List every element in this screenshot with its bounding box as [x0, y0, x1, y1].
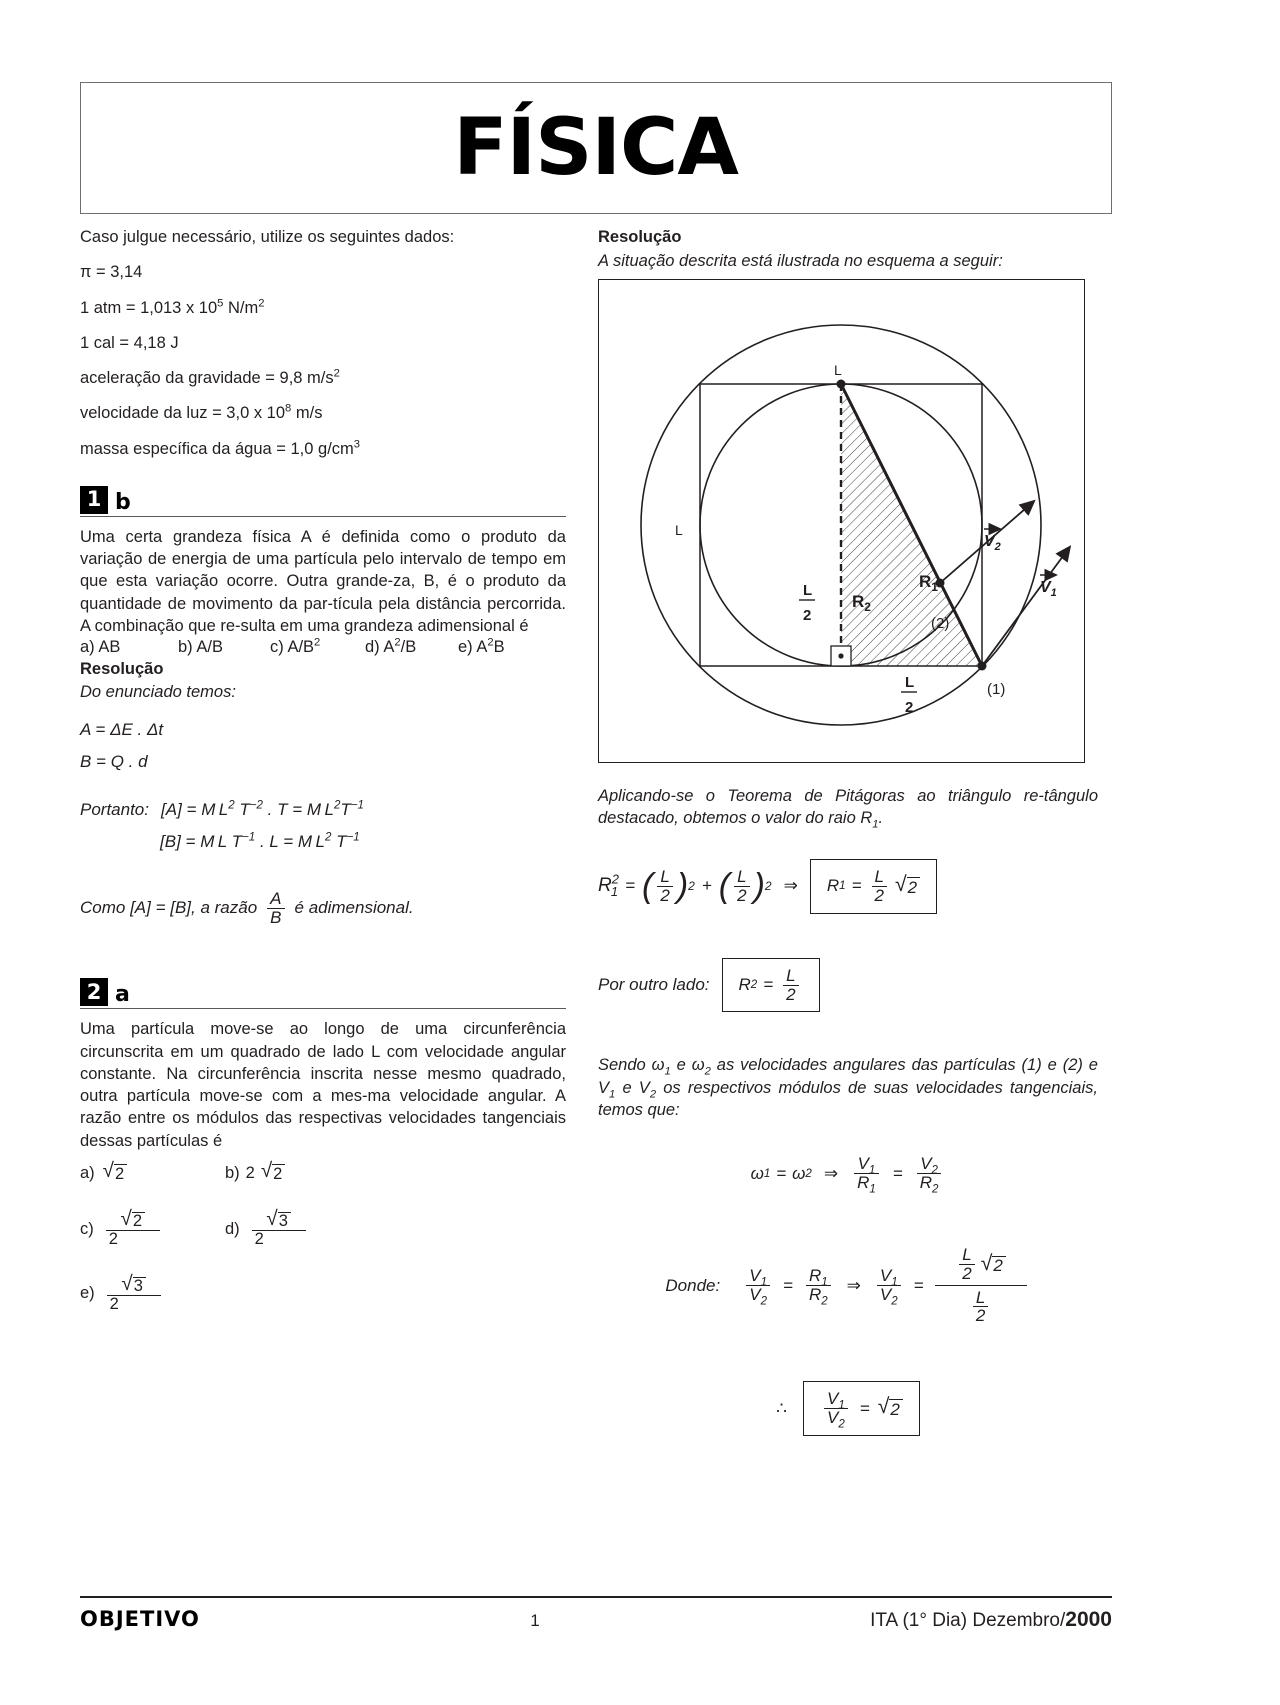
q2-eq1-boxed-sqrt: √ 2	[895, 875, 920, 898]
page-title: FÍSICA	[453, 103, 739, 193]
q1-alt-c-exp: 2	[314, 636, 321, 649]
q2-omega-t2: e ω	[670, 1056, 705, 1075]
constant-gravity	[80, 367, 566, 389]
q2-eq5-therefore: ∴	[776, 1398, 787, 1418]
q2-alt-e-num: √ 3	[118, 1275, 149, 1295]
label-half-bottom	[901, 674, 917, 716]
footer-source	[870, 1608, 1112, 1632]
q2-eq5-equals: =	[859, 1398, 870, 1418]
q2-eq3-frac2-num: $V_2$	[920, 1154, 938, 1177]
geometry-figure	[598, 279, 1085, 763]
q2-alt-b-radicand: 2	[272, 1164, 285, 1184]
q2-eq3-frac1-num: $V_1$	[857, 1154, 876, 1177]
q2-alt-c-den: 2	[106, 1230, 160, 1248]
constants-intro: Caso julgue necessário, utilize os seguintes dados:	[80, 228, 455, 246]
q1-alt-d-exp: 2	[394, 636, 401, 649]
svg-text:2: 2	[905, 698, 914, 716]
q2-alt-e-fraction	[107, 1271, 161, 1314]
constant-cal	[80, 332, 566, 354]
constant-light-speed-exp: 8	[285, 402, 292, 415]
q1-alt-d-value: A	[383, 638, 395, 657]
constant-light-speed-text: velocidade da luz = 3,0 x 10	[80, 404, 286, 423]
label-side-left: L	[675, 521, 683, 538]
q2-eq4-arrow: ⇒	[846, 1275, 861, 1295]
q2-eq2-boxed: R 2 = $\frac{L}{2}$	[722, 958, 820, 1013]
q1-alt-a-label: a)	[80, 638, 95, 657]
q2-alt-d-num: √ 3	[263, 1210, 294, 1230]
q1-alt-a	[80, 638, 178, 657]
q2-pitagoras-body: Aplicando-se o Teorema de Pitágoras ao triângulo re-tângulo destacado, obtemos o valor do raio R	[598, 786, 1098, 827]
left-column	[80, 226, 566, 1436]
q1-conclusion-den: B	[267, 908, 284, 927]
q1-eq-dimA: [A] = M $L^2$ $T^{-2}$ . T = M $L^2T^{-1}$	[161, 799, 364, 819]
q2-alt-c-radicand: 2	[132, 1212, 145, 1230]
q2-eq1-boxed-den: 2	[872, 886, 887, 905]
svg-text:L: L	[905, 673, 915, 691]
q2-eq4-frac3: $\frac{V_1}{V_2}$	[877, 1267, 901, 1304]
footer-source-year: 2000	[1065, 1608, 1112, 1631]
q2-eq5-radicand: 2	[889, 1399, 902, 1420]
q2-alt-c	[80, 1207, 225, 1249]
q2-pitagoras-tail: .	[878, 808, 884, 827]
q2-eq2-num: L	[786, 965, 796, 985]
q2-eq1-lhs-sub: 1	[610, 884, 619, 900]
q2-eq5-sqrt: √ 2	[878, 1397, 903, 1420]
q2-omega-t1: Sendo ω	[598, 1056, 665, 1075]
q1-alt-d-label: d)	[365, 638, 380, 657]
q1-resolution-intro: Do enunciado temos:	[80, 683, 236, 702]
q2-eq3-frac1	[854, 1154, 879, 1196]
q2-eq2-sym: R	[738, 975, 751, 995]
q2-eq1-lhs-sym: R	[598, 875, 612, 897]
q2-eq1-boxed-result: R 1 = $\frac{L}{2}$ √ 2	[810, 859, 937, 914]
q2-eq1-term2-den: 2	[734, 886, 749, 905]
q2-eq1-boxed-fraction	[872, 868, 887, 905]
q1-alt-b-value: A/B	[196, 638, 223, 657]
q2-eq3-w1: ω	[750, 1163, 764, 1183]
q1-alt-c-value: A/B	[287, 638, 315, 657]
question-1-alternatives	[80, 638, 566, 657]
constant-pi-text: π = 3,14	[80, 263, 143, 282]
q2-eq3-frac1-den: $R_1$	[854, 1173, 879, 1192]
q2-eq3-w2: ω	[792, 1163, 806, 1183]
question-1-heading	[80, 486, 566, 514]
constant-atm-unit: N/m	[223, 298, 259, 317]
q2-eq1-term1	[657, 868, 672, 905]
constant-gravity-exp: 2	[333, 367, 340, 380]
footer-source-prefix: ITA (1° Dia) Dezembro/	[870, 1610, 1066, 1631]
constant-light-speed-unit: m/s	[291, 404, 323, 423]
svg-text:L: L	[803, 581, 813, 599]
q2-alt-a-radicand: 2	[114, 1164, 127, 1184]
q2-alt-b-coef: 2	[245, 1163, 255, 1182]
label-v1: $V_1$	[1040, 578, 1057, 599]
constant-water-density-exp: 3	[353, 438, 361, 451]
q2-eq5-fraction: $\frac{V_1}{V_2}$	[824, 1390, 848, 1427]
label-point-2: (2)	[931, 614, 950, 632]
q2-alt-e	[80, 1271, 165, 1314]
svg-text:2: 2	[803, 606, 812, 624]
constant-water-density-text: massa específica da água = 1,0 g/cm	[80, 439, 354, 458]
q2-eq4-bigfrac-num: $\frac{L}{2}$ √ 2	[952, 1246, 1009, 1285]
q2-eq2-fraction	[783, 967, 798, 1004]
q2-eq1-boxed-radicand: 2	[907, 877, 920, 898]
constant-atm-unit-exp: 2	[258, 297, 265, 310]
question-1-rule	[80, 516, 566, 517]
footer-row	[80, 1607, 1112, 1632]
q1-conclusion-fraction	[267, 890, 284, 927]
footer-brand: OBJETIVO	[80, 1607, 200, 1631]
two-column-body	[80, 226, 1112, 1436]
q2-eq4-frac2: $\frac{R_1}{R_2}$	[806, 1267, 831, 1304]
q2-eq4-frac1: $\frac{V_1}{V_2}$	[746, 1267, 770, 1304]
q2-resolution-intro: A situação descrita está ilustrada no esquema a seguir:	[598, 252, 1003, 271]
q2-eq1-term2	[734, 868, 749, 905]
q2-resolution-label: Resolução	[598, 228, 682, 246]
constant-atm	[80, 297, 566, 319]
q2-alt-d-label: d)	[225, 1219, 240, 1238]
title-banner	[80, 82, 1112, 214]
q2-eq-r2	[598, 958, 1098, 1013]
geometry-figure-svg	[599, 280, 1084, 762]
q1-conclusion-pre: Como [A] = [B], a razão	[80, 898, 258, 918]
q2-alt-e-den: 2	[107, 1295, 161, 1313]
q2-eq-final	[598, 1381, 1098, 1436]
question-2-number: 2	[80, 978, 108, 1006]
q2-eq1-term1-den: 2	[657, 886, 672, 905]
q2-eq1-lhs	[598, 872, 619, 900]
q2-eq4-eq2: =	[913, 1275, 924, 1295]
question-1-statement: Uma certa grandeza física A é definida como o produto da variação de energia de uma partícula pelo intervalo de tempo em que esta variação ocorre. Outra grande-za, B, é o produto da quantidade de movimento da par-tícula pela distância percorrida. A combinação que re-sulta em uma grandeza adimensional é	[80, 527, 566, 635]
q1-alt-e-tail: B	[493, 638, 505, 657]
page	[80, 0, 1112, 1705]
q1-alt-e-exp: 2	[487, 636, 494, 649]
q2-eq-pitagoras: $R^2_1$ = ( $\frac{L}{2}$ ) 2 + ( $\frac{L}{2}$ ) 2 ⇒ R 1 = $\frac{L}{2}$ √ 2	[598, 859, 1098, 914]
q2-alt-a	[80, 1159, 225, 1184]
q2-omega-t4: e V	[615, 1078, 650, 1097]
q2-eq4-bigfrac	[935, 1246, 1027, 1325]
question-1-answer: b	[115, 489, 131, 515]
question-1-number: 1	[80, 486, 108, 514]
q1-alt-e	[458, 638, 505, 657]
q1-alt-b-label: b)	[178, 638, 193, 657]
q1-alt-e-value: A	[476, 638, 488, 657]
q2-pitagoras-text	[598, 785, 1098, 830]
q1-eq-dimB: [B] = M L $T^{-1}$ . L = M $L^2$ $T^{-1}$	[160, 831, 360, 851]
label-half-left	[799, 582, 815, 624]
q2-eq4-eq1: =	[783, 1275, 793, 1295]
q2-eq4-bigfrac-den: $\frac{L}{2}$	[935, 1285, 1027, 1326]
q1-eq-A: A = ΔE . Δt	[80, 719, 164, 739]
q2-alt-e-label: e)	[80, 1284, 95, 1303]
q2-alt-b-label: b)	[225, 1163, 240, 1182]
footer-rule	[80, 1596, 1112, 1598]
q2-alternatives-row-3	[80, 1271, 566, 1314]
q2-omega-s3: 1	[609, 1088, 616, 1100]
q2-eq-omega: ω 1 = ω 2 ⇒ $\frac{V_1}{R_1}$ = $\frac{V_2}{R_2}$	[598, 1155, 1098, 1192]
q2-alt-d-fraction	[252, 1207, 306, 1249]
label-v2: $V_2$	[984, 532, 1001, 553]
q2-alt-c-label: c)	[80, 1219, 94, 1238]
q2-alt-c-num: √ 2	[118, 1210, 149, 1230]
q1-alt-c	[270, 638, 365, 657]
q2-omega-t5: os respectivos módulos de suas velocidades tangenciais, temos que:	[598, 1078, 1098, 1119]
q2-omega-text	[598, 1054, 1098, 1121]
q1-resolution-label: Resolução	[80, 660, 164, 679]
q2-alt-a-label: a)	[80, 1163, 95, 1182]
q2-omega-s1: 1	[664, 1065, 671, 1078]
question-2-answer: a	[115, 982, 130, 1008]
constant-pi	[80, 261, 566, 283]
constant-light-speed	[80, 402, 566, 424]
q1-alt-d-tail: /B	[400, 638, 417, 657]
right-angle-dot	[838, 653, 843, 658]
q1-alt-c-label: c)	[270, 638, 284, 657]
q1-alt-d	[365, 638, 458, 657]
right-column	[598, 226, 1098, 1436]
constant-cal-text: 1 cal = 4,18 J	[80, 333, 179, 352]
q2-alt-b-sqrt: √ 2	[261, 1162, 286, 1184]
q2-eq4-pre: Donde:	[665, 1275, 721, 1295]
q2-eq2-den: 2	[783, 985, 798, 1004]
page-footer	[80, 1596, 1112, 1632]
q1-conclusion-post: é adimensional.	[294, 898, 414, 918]
q2-omega-s4: 2	[649, 1088, 657, 1100]
constant-water-density	[80, 438, 566, 460]
q2-alt-c-fraction	[106, 1207, 160, 1249]
q1-portanto-label: Portanto:	[80, 799, 149, 819]
q1-portanto-row	[80, 800, 566, 820]
q1-alt-b	[178, 638, 270, 657]
q2-eq1-term1-num: L	[660, 867, 670, 887]
q1-conclusion-num: A	[270, 888, 282, 908]
q2-pitagoras-sub: 1	[872, 818, 879, 831]
q1-alt-e-label: e)	[458, 638, 473, 657]
q2-eq3-frac2-den: $R_2$	[917, 1173, 942, 1192]
label-point-1: (1)	[987, 680, 1006, 698]
q2-eq2-pre: Por outro lado:	[598, 975, 710, 995]
q2-eq3-equals: =	[892, 1163, 903, 1183]
q2-eq1-boxed-sym: R	[826, 876, 840, 896]
q1-conclusion	[80, 890, 566, 927]
label-side-top: L	[834, 361, 842, 378]
q2-eq1-term2-num: L	[737, 867, 747, 887]
q1-alt-a-value: AB	[98, 638, 121, 657]
velocity-vector-v1	[982, 548, 1069, 666]
q2-omega-s2: 2	[704, 1065, 711, 1078]
q2-alt-d-den: 2	[252, 1230, 306, 1248]
center-point	[837, 379, 846, 388]
question-2-heading	[80, 978, 566, 1006]
q2-eq1-boxed-num: L	[874, 867, 884, 887]
q2-alt-d-radicand: 3	[278, 1212, 291, 1230]
q2-omega-t3: as velocidades angulares das partículas (1) e (2) e V	[598, 1056, 1098, 1097]
q2-alt-d	[225, 1207, 310, 1249]
q2-eq1-arrow: ⇒	[783, 876, 798, 896]
q2-eq-donde	[598, 1246, 1098, 1325]
question-2-statement: Uma partícula move-se ao longo de uma circunferência circunscrita em um quadrado de lado L com velocidade angular constante. Na circunferência inscrita nesse mesmo quadrado, outra partícula move-se com a mes-ma velocidade angular. A razão entre os módulos das respectivas velocidades tangenciais dessas partículas é	[80, 1020, 566, 1150]
q2-alternatives-row-1	[80, 1159, 566, 1184]
q2-alt-b	[225, 1159, 285, 1184]
q2-alt-a-sqrt: √ 2	[103, 1162, 128, 1184]
question-2-rule	[80, 1008, 566, 1009]
q2-alternatives-row-2	[80, 1207, 566, 1249]
constant-atm-exp: 5	[217, 297, 224, 310]
q2-eq3-arrow: ⇒	[823, 1163, 839, 1183]
label-r1: $R_1$	[919, 571, 938, 594]
label-r2: $R_2$	[852, 591, 871, 614]
footer-page-number: 1	[530, 1611, 540, 1630]
q2-eq3-frac2	[917, 1154, 942, 1196]
q2-eq1-lhs-sup: 2	[611, 872, 619, 888]
q2-eq3-eq: =	[776, 1163, 787, 1183]
constant-gravity-text: aceleração da gravidade = 9,8 m/s	[80, 369, 334, 388]
q2-alt-e-radicand: 3	[133, 1277, 146, 1295]
q1-eq-B: B = Q . d	[80, 751, 148, 771]
constant-atm-text: 1 atm = 1,013 x 10	[80, 298, 218, 317]
q2-eq5-boxed	[803, 1381, 920, 1436]
